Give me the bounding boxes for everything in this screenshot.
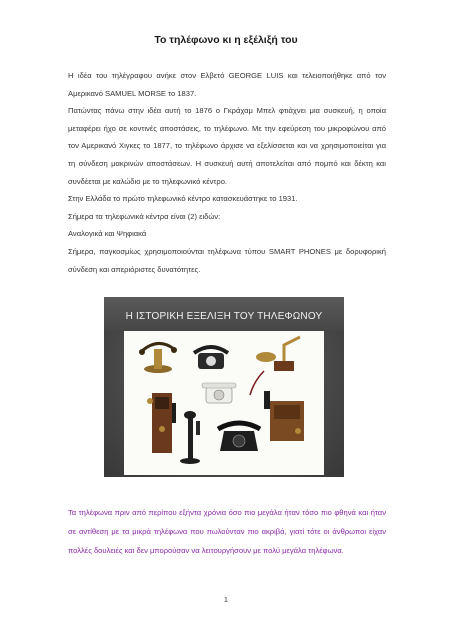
paragraph-greece: Στην Ελλάδα το πρώτο τηλεφωνικό κέντρο κατασκευάστηκε το 1931. xyxy=(68,194,298,204)
vintage-telephones-illustration xyxy=(124,331,324,475)
rotary-phone-icon xyxy=(218,423,260,451)
telephone-history-image xyxy=(104,297,344,477)
paragraph-telegraph: Η ιδέα του τηλέγραφου ανήκε στον Ελβετό GEORGE LUIS και τελειοποιήθηκε από τον Αμερικανό SAMUEL MORSE το 1837. xyxy=(68,71,386,98)
page-number: 1 xyxy=(224,597,228,604)
paragraph-exchange-types: Σήμερα τα τηλεφωνικά κέντρα είναι (2) ειδών: xyxy=(68,211,221,221)
image-caption: Τα τηλέφωνα πριν από περίπου εξήντα χρόνια όσο πιο μεγάλα ήταν τόσο πιο φθηνά και ήταν σε αντίθεση με τα μικρά τηλέφωνα που πωλούνταν πιο ακριβά, γιατί τότε οι άνθρωποι είχαν πολλές δουλειές και δεν μπορούσαν να λειτουργήσουν με πολύ μεγάλα τηλέφωνα. xyxy=(68,508,386,555)
wooden-wall-phone-icon xyxy=(147,393,176,453)
white-phone-icon xyxy=(202,383,236,403)
brass-phone-icon xyxy=(139,343,177,373)
body-text xyxy=(68,67,386,278)
telephones-collage xyxy=(124,331,324,475)
image-title: Η ΙΣΤΟΡΙΚΗ ΕΞΕΛΙΞΗ ΤΟΥ ΤΗΛΕΦΩΝΟΥ xyxy=(125,311,323,322)
black-desk-phone-icon xyxy=(194,347,228,369)
candlestick-phone-icon xyxy=(180,411,200,464)
paragraph-smartphones: Σήμερα, παγκοσμίως χρησιμοποιούνται τηλέφωνα τύπου SMART PHONES με δορυφορική σύνδεση και απεριόριστες δυνατότητες. xyxy=(68,246,386,274)
paragraph-analog-digital: Αναλογικά και Ψηφιακά xyxy=(68,229,147,239)
paragraph-bell: Πατώντας πάνω στην ιδέα αυτή το 1876 ο Γκράχαμ Μπελ φτιάχνει μια συσκευή, η οποία μεταφέρει ήχο σε κοντινές αποστάσεις, το τηλέφωνο. Με την εφεύρεση του μικροφώνου από τον Αμερικανό Χιγκες το 1877, το τηλέφωνο άρχισε να εξελίσσεται και να χρησιμοποιείται για τη σύνδεση μακρινών αποστάσεων. Η συσκευή αυτή αποτελείται από πομπό και δέκτη και συνδέεται με καλώδιο με το τηλεφωνικό κέντρο. xyxy=(68,106,386,186)
image-header xyxy=(104,297,344,331)
page-title: Το τηλέφωνο κι η εξέλιξή του xyxy=(154,34,298,46)
horn-phone-icon xyxy=(250,337,300,395)
wooden-box-phone-icon xyxy=(264,391,304,441)
